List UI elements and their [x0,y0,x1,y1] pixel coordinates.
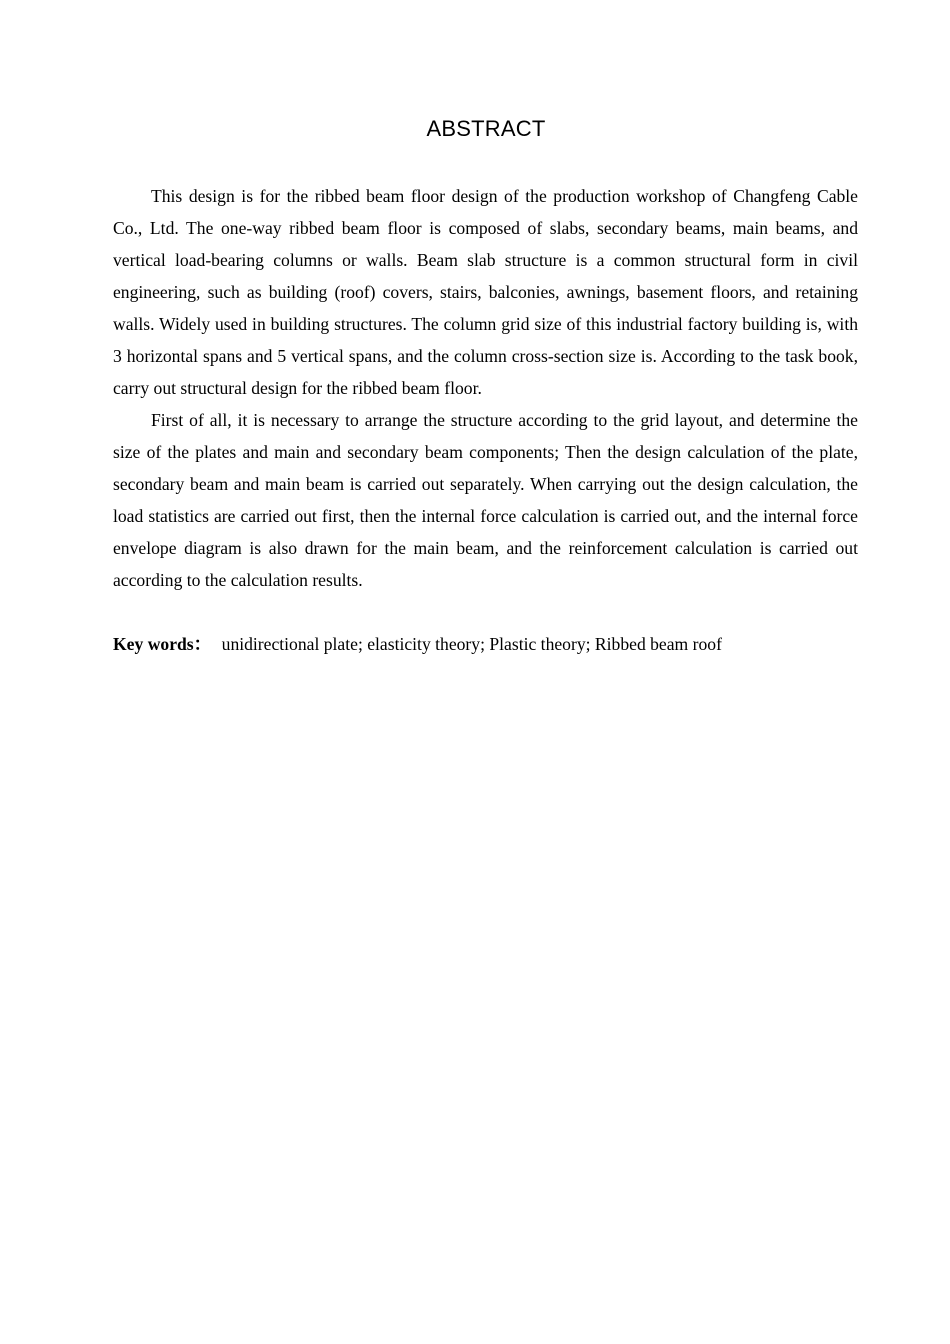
abstract-paragraph-2: First of all, it is necessary to arrange the structure according to the grid layout, and determine the size of the plates and main and secondary beam components; Then the design calculation of the plate, secondary beam and main beam is carried out separately. When carrying out the design calculation, the load statistics are carried out first, then the internal force calculation is carried out, and the internal force envelope diagram is also drawn for the main beam, and the reinforcement calculation is carried out according to the calculation results. [113,410,858,590]
keywords-line [113,628,858,660]
keywords-label: Key words [113,634,194,654]
keywords-text: unidirectional plate; elasticity theory; Plastic theory; Ribbed beam roof [221,634,722,654]
keywords-separator: ： [193,634,212,654]
abstract-paragraph-1: This design is for the ribbed beam floor design of the production workshop of Changfeng Cable Co., Ltd. The one-way ribbed beam floor is composed of slabs, secondary beams, main beams, and vertical load-bearing columns or walls. Beam slab structure is a common structural form in civil engineering, such as building (roof) covers, stairs, balconies, awnings, basement floors, and retaining walls. Widely used in building structures. The column grid size of this industrial factory building is, with 3 horizontal spans and 5 vertical spans, and the column cross-section size is. According to the task book, carry out structural design for the ribbed beam floor. [113,186,858,398]
abstract-body [113,180,858,596]
abstract-title: ABSTRACT [426,116,546,141]
